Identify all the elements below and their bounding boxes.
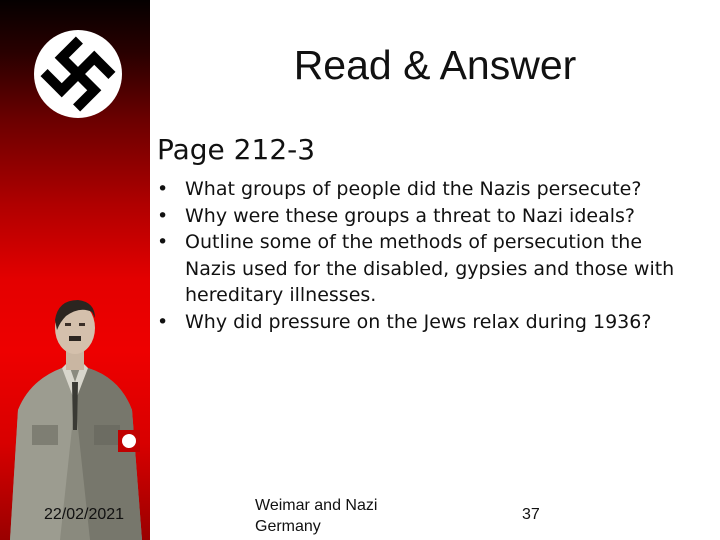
question-item: • Why did pressure on the Jews relax during 1936?	[157, 309, 687, 336]
footer-topic	[255, 495, 377, 537]
slide-title: Read & Answer	[293, 42, 577, 88]
question-list	[157, 176, 687, 335]
swastika-emblem-icon	[33, 29, 123, 119]
slide-number: 37	[522, 506, 540, 523]
footer-topic-line2: Germany	[255, 518, 321, 535]
footer-date: 22/02/2021	[44, 506, 125, 523]
left-sidebar-banner	[0, 0, 150, 540]
question-item: • What groups of people did the Nazis persecute?	[157, 176, 687, 203]
footer-topic-line1: Weimar and Nazi	[255, 497, 378, 514]
question-item: • Outline some of the methods of persecution the Nazis used for the disabled, gypsies and those with hereditary illnesses.	[157, 229, 687, 309]
question-item: • Why were these groups a threat to Nazi ideals?	[157, 203, 687, 230]
page-reference: Page 212-3	[157, 133, 316, 166]
uniformed-figure-image	[0, 290, 150, 540]
